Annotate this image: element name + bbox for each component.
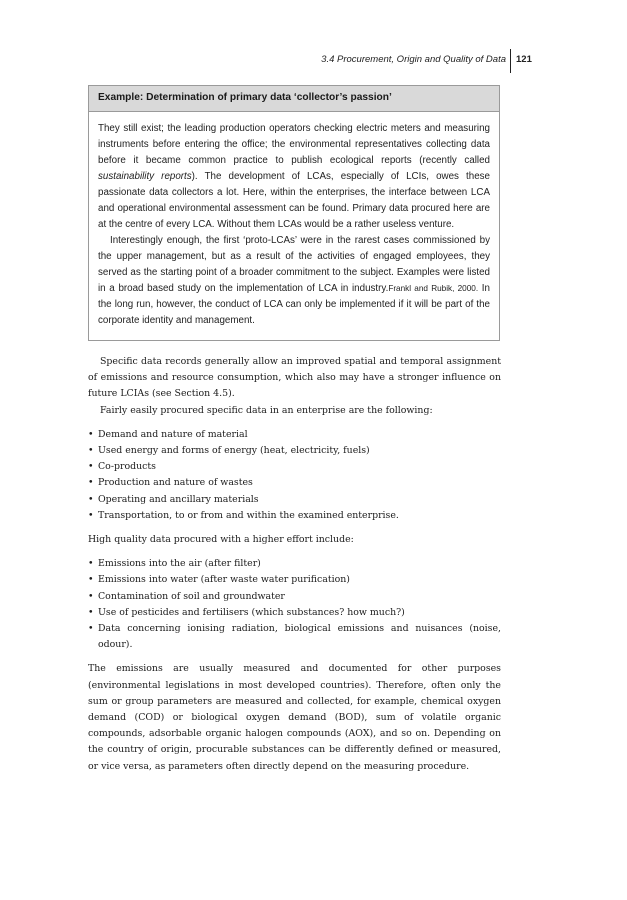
list-item [88,508,501,524]
example-paragraph-2-text-a: Interestingly enough, the first ‘proto-LCAs’ were in the rarest cases commissioned by the upper management, but as a result of the activities of engaged employees, they served as the starting point of a broader commitment to the subject. Examples were listed in a broad based study on the implementation of LCA in industry. [98,235,490,294]
list-item-text: Data concerning ionising radiation, biological emissions and nuisances (noise, odour). [98,623,501,651]
list-item-text: Emissions into water (after waste water purification) [98,574,350,586]
list-item [88,621,501,653]
list-item [88,475,501,491]
high-quality-data-list [88,556,501,653]
list-item [88,556,501,572]
body-paragraph-3: High quality data procured with a higher effort include: [88,534,354,546]
bullet: • [88,428,94,440]
list-item [88,589,501,605]
bullet: • [88,606,94,618]
list-item-text: Transportation, to or from and within the examined enterprise. [98,509,399,521]
list-item-text: Demand and nature of material [98,428,248,440]
example-heading: Example: Determination of primary data ‘collector’s passion’ [89,86,499,112]
header-divider [510,49,511,73]
bullet: • [88,445,94,457]
bullet: • [88,558,94,570]
body-paragraph-4: The emissions are usually measured and documented for other purposes (environmental legislations in most developed countries). Therefore, often only the sum or group parameters are measured and collected, for example, chemical oxygen demand (COD) or biological oxygen demand (BOD), sum of volatile organic compounds, adsorbable organic halogen compounds (AOX), and so on. Depending on the country of origin, procurable substances can be differently defined or measured, or vice versa, as parameters often directly depend on the measuring procedure. [88,663,501,772]
example-paragraph-2-text-b: In the long run, however, the conduct of LCA can only be implemented if it will be part of the corporate identity and management. [98,283,490,326]
example-box [88,85,500,341]
example-emphasis: sustainability reports [98,171,192,182]
example-paragraph-1-text-a: They still exist; the leading production operators checking electric meters and measuring instruments before entering the office; the environmental representatives collecting data before it became common practice to publish ecological reports (recently called [98,123,490,166]
running-header-title: 3.4 Procurement, Origin and Quality of Data [321,54,506,65]
bullet: • [88,574,94,586]
bullet: • [88,509,94,521]
list-item [88,572,501,588]
list-item [88,443,501,459]
list-item-text: Used energy and forms of energy (heat, electricity, fuels) [98,445,370,457]
specific-data-list [88,427,501,524]
example-paragraph-1-text-b: ). The development of LCAs, especially of LCIs, owes these passionate data collectors a lot. Here, within the enterprises, the interface between LCA and operational environmental assessment can be found. Primary data procured here are at the centre of every LCA. Without them LCAs would be a rather useless venture. [98,171,490,230]
example-paragraph-2 [98,233,490,329]
list-item [88,492,501,508]
list-item-text: Use of pesticides and fertilisers (which substances? how much?) [98,606,405,618]
list-item-text: Operating and ancillary materials [98,493,259,505]
example-body [89,112,499,329]
bullet: • [88,477,94,489]
list-item [88,427,501,443]
running-header [0,49,627,77]
body-paragraph-1: Specific data records generally allow an improved spatial and temporal assignment of emissions and resource consumption, which also may have a stronger influence on future LCIAs (see Section 4.5). [88,356,501,400]
bullet: • [88,590,94,602]
main-text [88,354,501,775]
page-number: 121 [516,54,532,65]
body-paragraph-2: Fairly easily procured specific data in an enterprise are the following: [100,404,433,416]
bullet: • [88,461,94,473]
list-item [88,605,501,621]
example-paragraph-1 [98,121,490,233]
bullet: • [88,493,94,505]
list-item-text: Production and nature of wastes [98,477,253,489]
bullet: • [88,623,94,635]
list-item-text: Co-products [98,461,156,473]
list-item [88,459,501,475]
list-item-text: Emissions into the air (after filter) [98,558,261,570]
example-citation: Frankl and Rubik, 2000. [388,284,479,293]
list-item-text: Contamination of soil and groundwater [98,590,285,602]
